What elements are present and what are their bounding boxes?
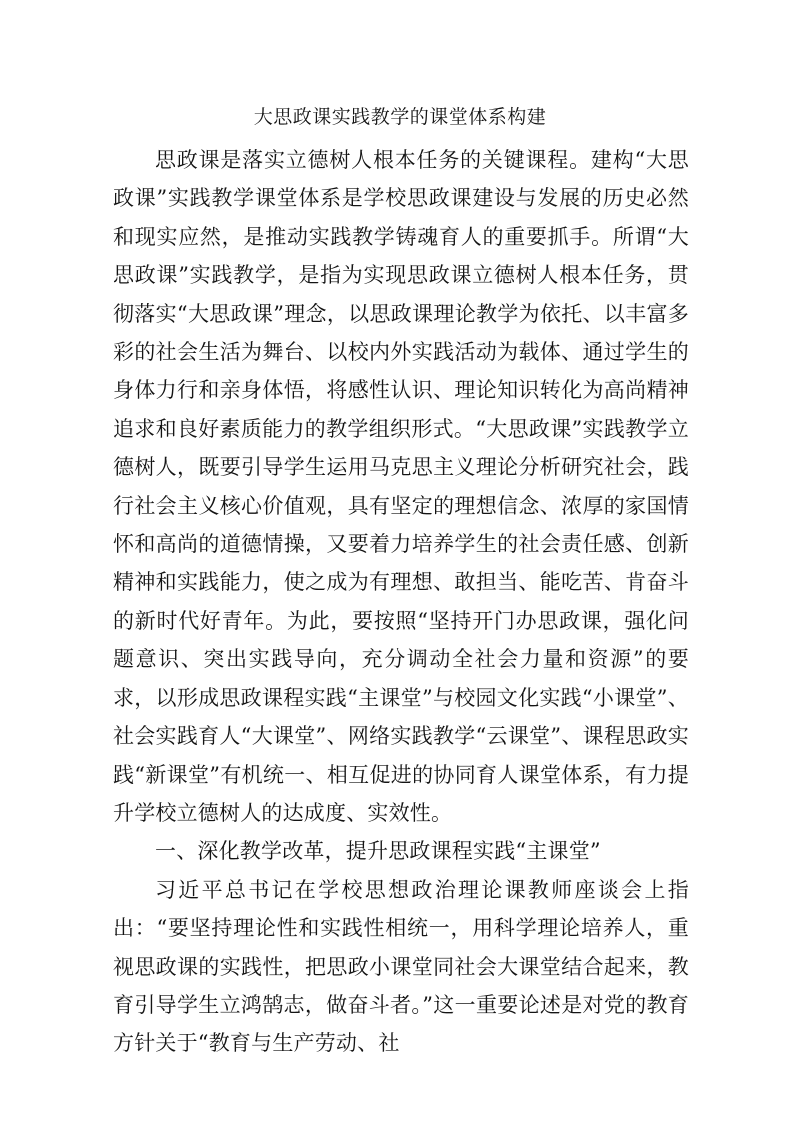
paragraph-section-1: 习近平总书记在学校思想政治理论课教师座谈会上指出：“要坚持理论性和实践性相统一，用科学理论培养人，重视思政课的实践性，把思政小课堂同社会大课堂结合起来，教育引导学生立鸿鹄志，做奋斗者。”这一重要论述是对党的教育方针关于“教育与生产劳动、社 xyxy=(113,877,689,1056)
section-heading-1: 一、深化教学改革，提升思政课程实践“主课堂” xyxy=(155,839,601,864)
document-title: 大思政课实践教学的课堂体系构建 xyxy=(253,106,547,128)
paragraph-intro: 思政课是落实立德树人根本任务的关键课程。建构“大思政课”实践教学课堂体系是学校思政课建设与发展的历史必然和现实应然，是推动实践教学铸魂育人的重要抓手。所谓“大思政课”实践教学，是指为实现思政课立德树人根本任务，贯彻落实“大思政课”理念，以思政课理论教学为依托、以丰富多彩的社会生活为舞台、以校内外实践活动为载体、通过学生的身体力行和亲身体悟，将感性认识、理论知识转化为高尚精神追求和良好素质能力的教学组织形式。“大思政课”实践教学立德树人，既要引导学生运用马克思主义理论分析研究社会，践行社会主义核心价值观，具有坚定的理想信念、浓厚的家国情怀和高尚的道德情操，又要着力培养学生的社会责任感、创新精神和实践能力，使之成为有理想、敢担当、能吃苦、肯奋斗的新时代好青年。为此，要按照“坚持开门办思政课，强化问题意识、突出实践导向，充分调动全社会力量和资源”的要求，以形成思政课程实践“主课堂”与校园文化实践“小课堂”、社会实践育人“大课堂”、网络实践教学“云课堂”、课程思政实践“新课堂”有机统一、相互促进的协同育人课堂体系，有力提升学校立德树人的达成度、实效性。 xyxy=(113,148,689,825)
document-body xyxy=(113,141,689,1063)
